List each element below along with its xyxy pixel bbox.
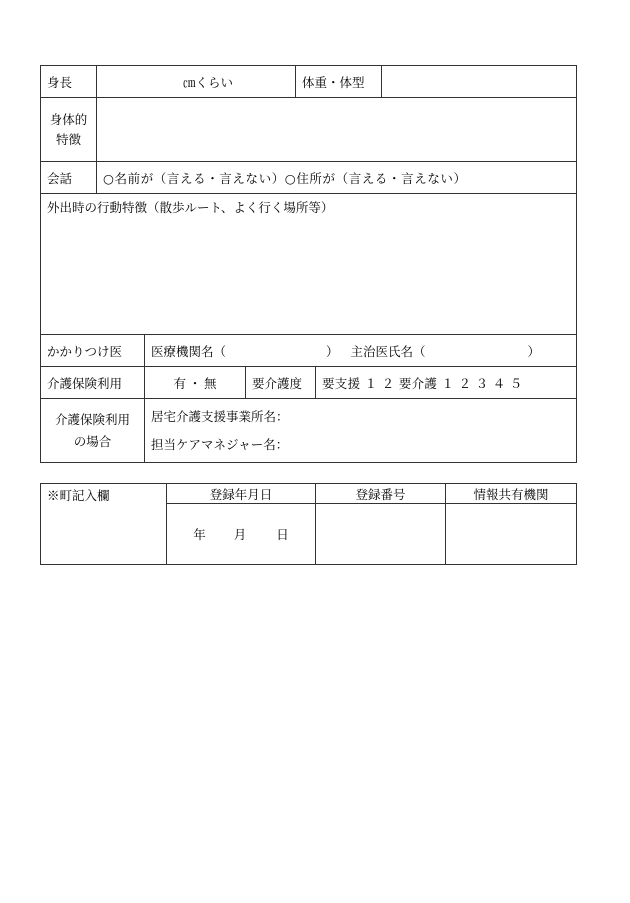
hospital-label: 医療機関名（ [151,343,227,359]
date-header: 登録年月日 [167,484,315,504]
doctor-label: かかりつけ医 [41,335,145,366]
height-weight-row [41,66,576,98]
date-field[interactable] [167,504,315,564]
insurance-label: 介護保険利用 [41,367,145,398]
insurance-row [41,367,576,399]
conversation-options[interactable]: ○名前が（言える・言えない）○住所が（言える・言えない） [103,170,467,186]
doctor-name-label: 主治医氏名（ [350,343,426,359]
sharing-header: 情報共有機関 [446,484,576,504]
features-field[interactable] [97,98,576,161]
date-col [167,484,316,564]
outing-field[interactable] [41,194,576,334]
conversation-row [41,162,576,194]
insurance-separator: ・ [188,375,202,391]
weight-label: 体重・体型 [296,66,382,97]
outing-label: 外出時の行動特徴（散歩ルート、よく行く場所等） [47,200,334,215]
town-note-col [41,484,167,564]
number-col [316,484,446,564]
doctor-row [41,335,576,367]
profile-form [40,65,577,463]
height-label: 身長 [41,66,97,97]
weight-field[interactable] [382,66,576,97]
town-note: ※町記入欄 [47,488,110,503]
hospital-close: ） [326,343,339,359]
date-day: 日 [276,527,289,542]
number-field[interactable] [316,504,445,564]
insurance-case-label-line1: 介護保険利用 [54,411,130,427]
number-header: 登録番号 [316,484,445,504]
insurance-choice[interactable] [145,367,246,398]
height-field[interactable] [97,66,296,97]
insurance-case-fields[interactable] [145,399,576,462]
insurance-case-row [41,399,576,462]
care-level-options[interactable]: 要支援 １ ２ 要介護 １ ２ ３ ４ ５ [322,375,523,391]
features-label [41,98,97,161]
outing-row [41,194,576,335]
registration-box [40,483,577,565]
features-row [41,98,576,162]
conversation-label: 会話 [41,162,97,193]
insurance-case-label [41,399,145,462]
insurance-no[interactable]: 無 [204,375,217,391]
sharing-col [446,484,576,564]
manager-label: 担当ケアマネジャー名： [151,436,289,452]
features-label-line2: 特徴 [55,131,81,147]
doctor-fields[interactable] [145,335,576,366]
height-unit: ㎝くらい [182,74,233,90]
features-label-line1: 身体的 [49,111,88,127]
insurance-case-label-line2: の場合 [73,433,112,449]
sharing-field[interactable] [446,504,576,564]
care-level-label: 要介護度 [246,367,316,398]
date-month: 月 [233,527,247,542]
date-year: 年 [193,527,206,542]
insurance-yes[interactable]: 有 [173,375,186,391]
doctor-name-close: ） [527,343,541,359]
office-label: 居宅介護支援事業所名： [151,408,289,424]
